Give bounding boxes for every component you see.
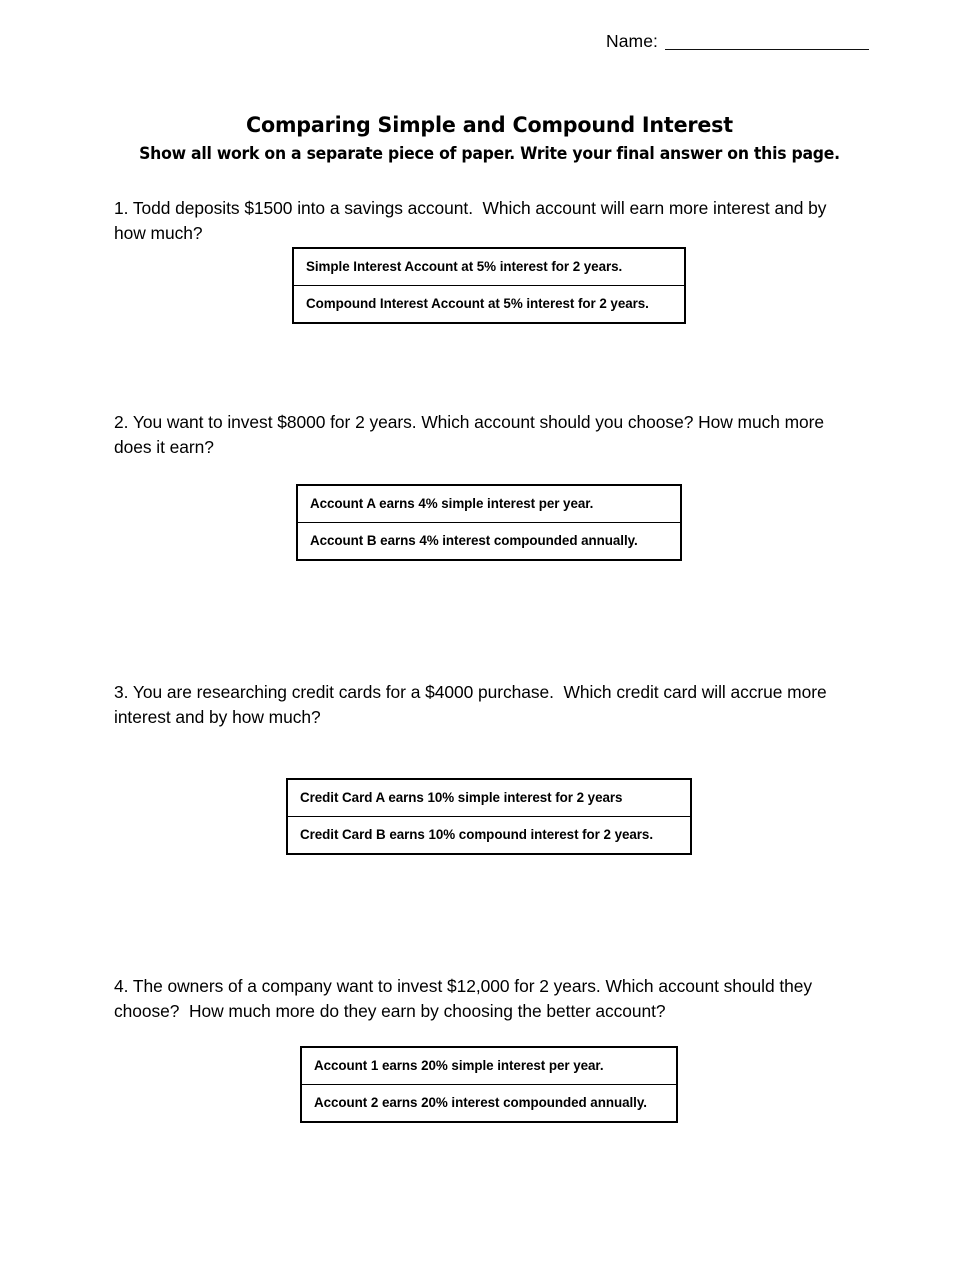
question-1-option-a[interactable]: Simple Interest Account at 5% interest for 2 years. bbox=[306, 259, 623, 274]
question-3-option-a[interactable]: Credit Card A earns 10% simple interest for 2 years bbox=[300, 790, 623, 805]
name-input-blank[interactable] bbox=[665, 34, 869, 50]
question-4 bbox=[114, 974, 842, 1024]
question-2 bbox=[114, 410, 842, 460]
question-4-option-b[interactable]: Account 2 earns 20% interest compounded annually. bbox=[302, 1084, 676, 1121]
question-3 bbox=[114, 680, 842, 730]
question-1 bbox=[114, 196, 842, 246]
question-4-option-a[interactable]: Account 1 earns 20% simple interest per year. bbox=[314, 1058, 604, 1073]
question-3-option-box bbox=[286, 778, 692, 855]
name-label: Name: bbox=[605, 31, 658, 51]
page-subtitle: Show all work on a separate piece of paper. Write your final answer on this page. bbox=[139, 144, 840, 163]
question-2-option-box bbox=[296, 484, 682, 561]
question-2-option-a[interactable]: Account A earns 4% simple interest per year. bbox=[310, 496, 594, 511]
question-1-option-b[interactable]: Compound Interest Account at 5% interest for 2 years. bbox=[294, 285, 684, 322]
question-4-option-box bbox=[300, 1046, 678, 1123]
question-3-text: 3. You are researching credit cards for a $4000 purchase. Which credit card will accrue more interest and by how much? bbox=[114, 682, 832, 727]
question-1-text: 1. Todd deposits $1500 into a savings account. Which account will earn more interest and by how much? bbox=[114, 198, 832, 243]
question-4-text: 4. The owners of a company want to invest $12,000 for 2 years. Which account should they choose? How much more do they earn by choosing the better account? bbox=[114, 976, 817, 1021]
question-3-option-b[interactable]: Credit Card B earns 10% compound interest for 2 years. bbox=[288, 816, 690, 853]
question-2-text: 2. You want to invest $8000 for 2 years. Which account should you choose? How much more does it earn? bbox=[114, 412, 829, 457]
question-2-option-b[interactable]: Account B earns 4% interest compounded annually. bbox=[298, 522, 680, 559]
page-title: Comparing Simple and Compound Interest bbox=[246, 113, 733, 138]
name-field-row bbox=[0, 30, 869, 52]
question-1-option-box bbox=[292, 247, 686, 324]
title-block bbox=[0, 113, 979, 165]
